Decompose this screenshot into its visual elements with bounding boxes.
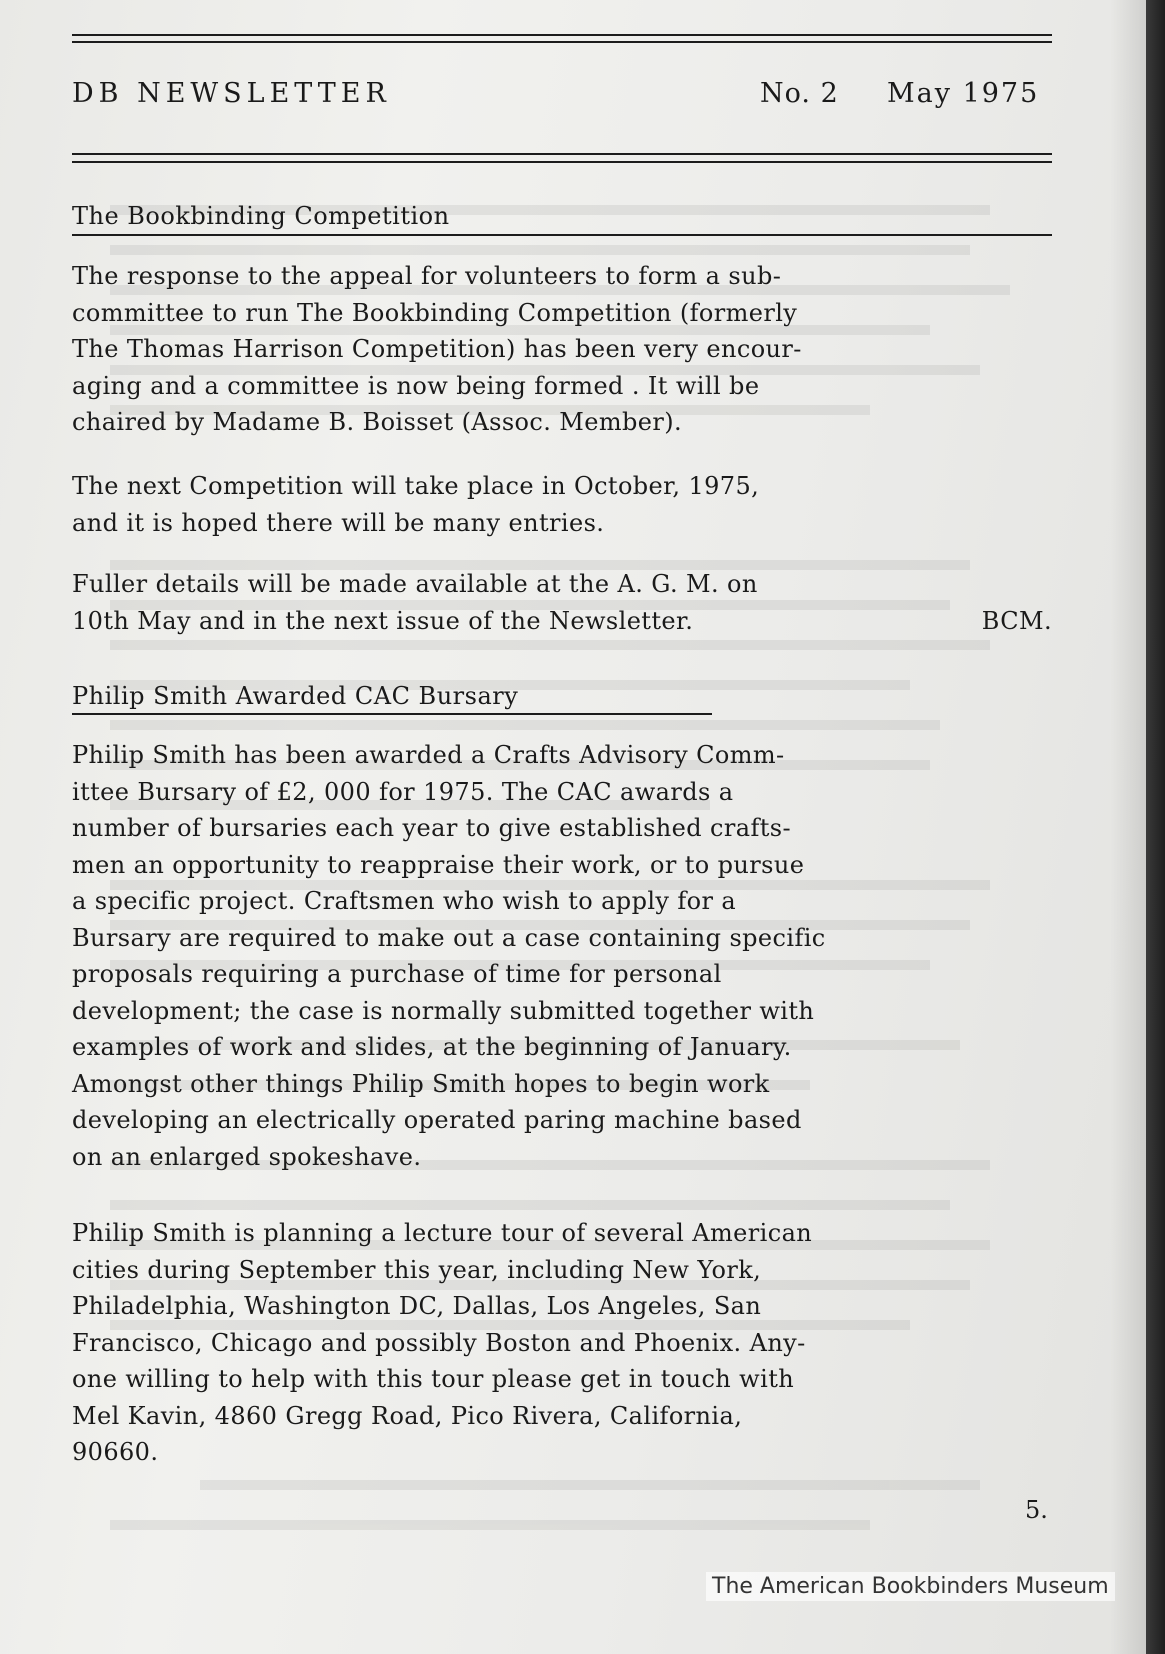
text-line: one willing to help with this tour please get in touch with [72, 1365, 795, 1393]
scan-background-edge [1146, 0, 1165, 1654]
competition-paragraph-3 [72, 566, 1052, 639]
text-line: and it is hoped there will be many entries. [72, 508, 605, 537]
text-line: examples of work and slides, at the beginning of January. [72, 1033, 792, 1061]
text-line: ittee Bursary of £2, 000 for 1975. The CAC awards a [72, 777, 734, 806]
page-number: 5. [1025, 1496, 1048, 1524]
top-rule-2 [72, 41, 1052, 43]
section-heading-bursary: Philip Smith Awarded CAC Bursary [72, 682, 519, 710]
masthead-rule-1 [72, 153, 1052, 155]
author-initials: BCM. [981, 606, 1052, 635]
text-line: Fuller details will be made available at the A. G. M. on [72, 570, 758, 598]
text-line: developing an electrically operated paring machine based [72, 1106, 802, 1134]
museum-watermark: The American Bookbinders Museum [706, 1572, 1115, 1601]
page-edge-shadow [1110, 0, 1146, 1654]
text-line: The next Competition will take place in October, 1975, [72, 472, 760, 500]
text-line-with-signature [72, 603, 1052, 640]
text-line: Bursary are required to make out a case containing specific [72, 923, 826, 952]
section-heading-competition: The Bookbinding Competition [72, 202, 450, 230]
text-line: development; the case is normally submitted together with [72, 996, 815, 1025]
text-line: aging and a committee is now being formed . It will be [72, 371, 760, 400]
text-line: a specific project. Craftsmen who wish to apply for a [72, 887, 737, 915]
text-line: cities during September this year, including New York, [72, 1255, 762, 1284]
competition-paragraph-1 [72, 258, 1092, 441]
text-line: committee to run The Bookbinding Competition (formerly [72, 298, 798, 327]
issue-number: No. 2 [760, 78, 839, 109]
bursary-paragraph-2 [72, 1215, 1092, 1471]
text-line: proposals requiring a purchase of time for personal [72, 960, 722, 988]
text-line: on an enlarged spokeshave. [72, 1142, 422, 1171]
text-line: Mel Kavin, 4860 Gregg Road, Pico Rivera, California, [72, 1401, 743, 1430]
text-line: The response to the appeal for volunteers to form a sub- [72, 262, 782, 290]
text-line: The Thomas Harrison Competition) has been very encour- [72, 335, 802, 363]
competition-paragraph-2 [72, 468, 1092, 541]
masthead [72, 78, 1052, 118]
text-line: Philadelphia, Washington DC, Dallas, Los Angeles, San [72, 1292, 762, 1320]
text-line: Philip Smith has been awarded a Crafts Advisory Comm- [72, 741, 785, 769]
text-line: Philip Smith is planning a lecture tour of several American [72, 1219, 813, 1247]
heading-underline-competition [72, 234, 1052, 236]
top-rule-1 [72, 34, 1052, 36]
bursary-paragraph-1 [72, 737, 1092, 1175]
text-line: Francisco, Chicago and possibly Boston and Phoenix. Any- [72, 1328, 806, 1357]
heading-underline-bursary [72, 713, 712, 715]
text-line: men an opportunity to reappraise their work, or to pursue [72, 850, 805, 879]
text-line: number of bursaries each year to give established crafts- [72, 814, 792, 842]
text-line: 10th May and in the next issue of the Newsletter. [72, 606, 694, 635]
text-line: 90660. [72, 1438, 159, 1466]
newsletter-title: DB NEWSLETTER [72, 78, 391, 109]
issue-date: May 1975 [887, 78, 1040, 109]
masthead-rule-2 [72, 161, 1052, 163]
text-line: Amongst other things Philip Smith hopes to begin work [72, 1069, 770, 1098]
text-line: chaired by Madame B. Boisset (Assoc. Member). [72, 408, 683, 436]
